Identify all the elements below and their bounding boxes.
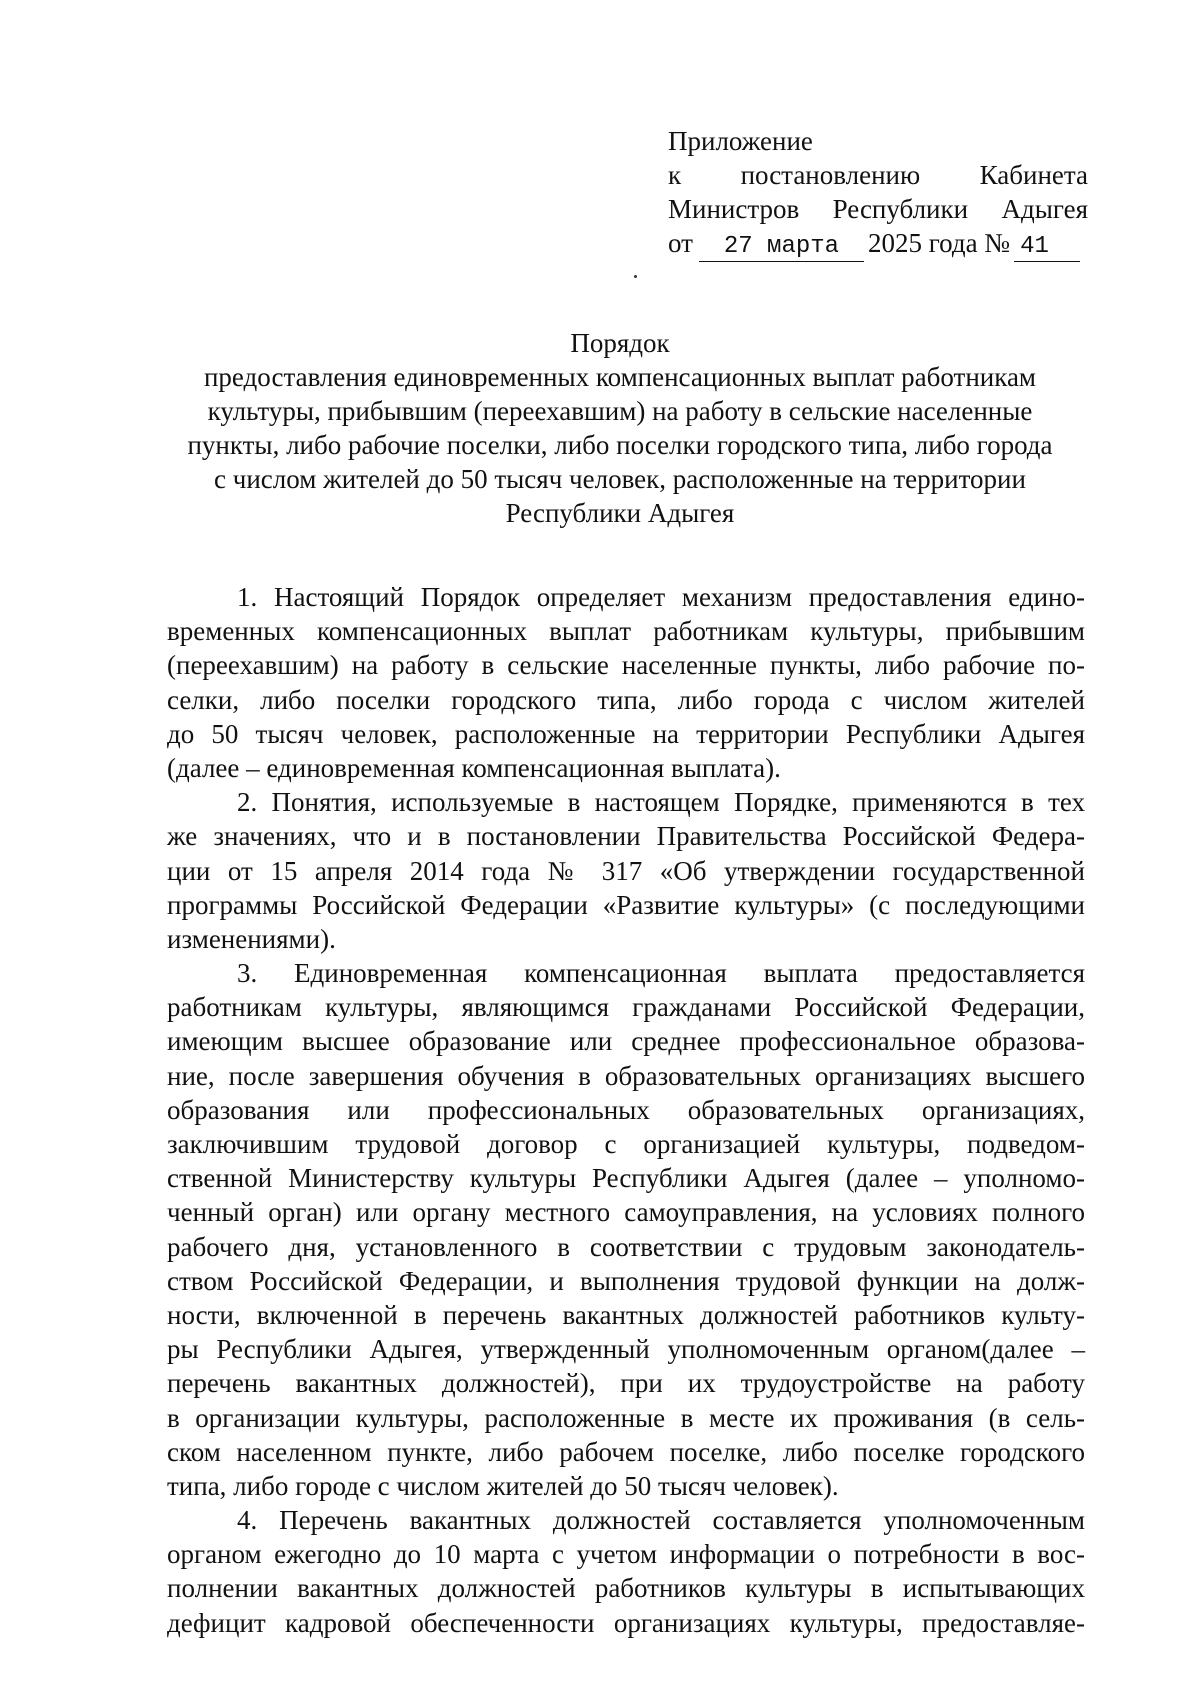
- appendix-word: постановлению: [740, 160, 921, 190]
- title-line: с числом жителей до 50 тысяч человек, расположенные на территории: [214, 464, 1026, 494]
- paragraph-4-line: полнении вакантных должностей работников культуры в испытывающих: [167, 1573, 1085, 1604]
- paragraph-1-line: селки, либо поселки городского типа, либо города с числом жителей: [167, 684, 1085, 715]
- paragraph-3-line: рабочего дня, установленного в соответствии с трудовым законодатель-: [167, 1231, 1085, 1262]
- paragraph-3-line: ском населенном пункте, либо рабочем поселке, либо поселке городского: [167, 1436, 1085, 1467]
- appendix-word: Кабинета: [979, 160, 1088, 190]
- appendix-word: Адыгея: [1001, 194, 1088, 224]
- paragraph-1-line: 1. Настоящий Порядок определяет механизм предоставления едино-: [237, 582, 1085, 612]
- paragraph-3-line: работникам культуры, являющимся гражданами Российской Федерации,: [167, 992, 1085, 1023]
- paragraph-1-line: до 50 тысяч человек, расположенные на территории Республики Адыгея: [167, 718, 1085, 749]
- paragraph-3-line: ченный орган) или органу местного самоуправления, на условиях полного: [167, 1197, 1085, 1228]
- appendix-word: Республики: [832, 194, 969, 224]
- date-prefix: от: [668, 228, 693, 258]
- paragraph-3-line: ством Российской Федерации, и выполнения трудовой функции на долж-: [167, 1265, 1085, 1296]
- paragraph-2-line: 2. Понятия, используемые в настоящем Порядке, применяются в тех: [237, 787, 1085, 818]
- paragraph-3-line: в организации культуры, расположенные в месте их проживания (в сель-: [167, 1402, 1085, 1433]
- paragraph-2-line: изменениями).: [167, 923, 336, 954]
- document-body: [167, 580, 1085, 1640]
- paragraph-4-line: дефицит кадровой обеспеченности организациях культуры, предоставляе-: [167, 1607, 1085, 1638]
- paragraph-2-line: программы Российской Федерации «Развитие культуры» (с последующими: [167, 889, 1085, 920]
- appendix-line-3: [668, 192, 1088, 226]
- paragraph-2-line: ции от 15 апреля 2014 года № 317 «Об утверждении государственной: [167, 855, 1085, 886]
- paragraph-4-line: 4. Перечень вакантных должностей составляется уполномоченным: [237, 1505, 1085, 1536]
- appendix-title: Приложение: [668, 126, 813, 156]
- document-title: [160, 326, 1080, 530]
- title-heading: Порядок: [570, 328, 670, 358]
- appendix-header: [668, 124, 1088, 262]
- paragraph-1-line: (переехавшим) на работу в сельские населенные пункты, либо рабочие по-: [167, 650, 1085, 681]
- title-line: пункты, либо рабочие поселки, либо поселки городского типа, либо города: [187, 430, 1053, 460]
- paragraph-3-line: перечень вакантных должностей), при их трудоустройстве на работу: [167, 1368, 1085, 1399]
- appendix-word: к: [668, 160, 682, 190]
- appendix-word: Министров: [668, 194, 800, 224]
- paragraph-4-line: органом ежегодно до 10 марта с учетом информации о потребности в вос-: [167, 1539, 1085, 1570]
- paragraph-3-line: имеющим высшее образование или среднее профессиональное образова-: [167, 1026, 1085, 1057]
- paragraph-3-line: образования или профессиональных образовательных организациях,: [167, 1094, 1085, 1125]
- scan-speck: [634, 275, 637, 278]
- title-line: культуры, прибывшим (переехавшим) на работу в сельские населенные: [207, 396, 1033, 426]
- appendix-date-line: [668, 226, 1088, 262]
- paragraph-3-line: ственной Министерству культуры Республики Адыгея (далее – уполномо-: [167, 1163, 1085, 1194]
- paragraph-3-line: 3. Единовременная компенсационная выплата предоставляется: [237, 958, 1085, 989]
- title-line: предоставления единовременных компенсационных выплат работникам: [203, 362, 1037, 392]
- paragraph-3-line: заключившим трудовой договор с организацией культуры, подведом-: [167, 1129, 1085, 1159]
- paragraph-2-line: же значениях, что и в постановлении Правительства Российской Федера-: [167, 821, 1085, 852]
- paragraph-3-line: ры Республики Адыгея, утвержденный уполномоченным органом(далее –: [167, 1334, 1085, 1365]
- paragraph-3-line: ние, после завершения обучения в образовательных организациях высшего: [167, 1060, 1085, 1091]
- paragraph-1-line: (далее – единовременная компенсационная выплата).: [167, 752, 781, 783]
- appendix-line-2: [668, 158, 1088, 192]
- date-suffix: 2025 года №: [867, 228, 1011, 258]
- paragraph-1-line: временных компенсационных выплат работникам культуры, прибывшим: [167, 616, 1085, 647]
- date-field: 27 марта: [699, 233, 864, 262]
- number-field: 41: [1014, 233, 1080, 262]
- paragraph-3-line: типа, либо городе с числом жителей до 50 тысяч человек).: [167, 1470, 839, 1501]
- title-line: Республики Адыгея: [505, 498, 735, 528]
- paragraph-3-line: ности, включенной в перечень вакантных должностей работников культу-: [167, 1299, 1085, 1330]
